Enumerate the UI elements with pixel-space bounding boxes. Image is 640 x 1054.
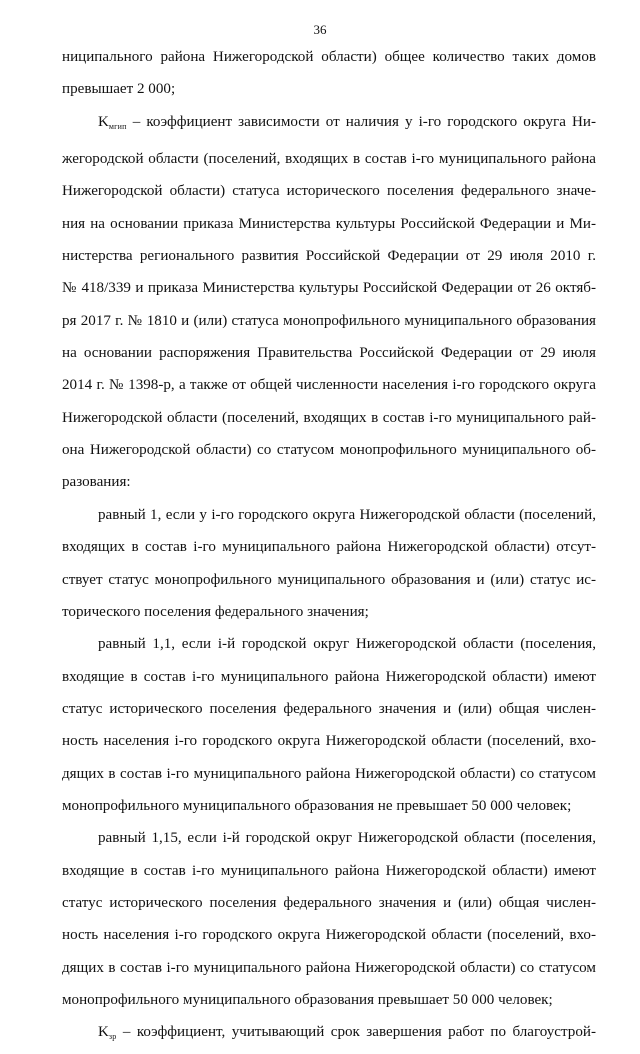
line-text: равный 1,1, если i-й городской округ Нижегородской области (поселения, (98, 636, 596, 653)
text-line (62, 661, 596, 693)
coefficient-symbol: K (98, 113, 109, 130)
text-line (62, 919, 596, 951)
text-line (62, 822, 596, 854)
text-line (62, 887, 596, 919)
line-text: ниципального района Нижегородской области) общее количество таких домов (62, 49, 596, 65)
line-text: Нижегородской области (поселений, входящих в состав i-го муниципального рай- (62, 409, 596, 426)
text-line (62, 272, 596, 304)
text-line (62, 596, 596, 628)
text-line (62, 790, 596, 822)
line-text: № 418/339 и приказа Министерства культуры Российской Федерации от 26 октяб- (62, 280, 596, 297)
text-line (62, 402, 596, 434)
text-line (62, 1016, 596, 1053)
text-line (62, 758, 596, 790)
line-text: на основании распоряжения Правительства Российской Федерации от 29 июля (62, 345, 596, 362)
coefficient-symbol: K (98, 1024, 109, 1041)
line-text: входящих в состав i-го муниципального района Нижегородской области) отсут- (62, 539, 596, 556)
text-line (62, 41, 596, 73)
line-text: ствует статус монопрофильного муниципального образования и (или) статус ис- (62, 571, 596, 588)
line-text: монопрофильного муниципального образования не превышает 50 000 человек; (62, 797, 572, 814)
line-text: превышает 2 000; (62, 81, 176, 98)
text-line (62, 175, 596, 207)
text-line (62, 73, 596, 105)
line-text: нистерства регионального развития Российской Федерации от 29 июля 2010 г. (62, 248, 596, 265)
page-number: 36 (313, 22, 327, 37)
text-line (62, 434, 596, 466)
text-line (62, 984, 596, 1016)
line-text: равный 1,15, если i-й городской округ Нижегородской области (поселения, (98, 830, 596, 847)
line-text: – коэффициент, учитывающий срок завершения работ по благоустрой- (116, 1024, 596, 1041)
line-text: она Нижегородской области) со статусом монопрофильного муниципального об- (62, 442, 596, 459)
text-line (62, 305, 596, 337)
text-line (62, 369, 596, 401)
line-text: – коэффициент зависимости от наличия у i-го городского округа Ни- (126, 113, 596, 130)
coefficient-subscript: зр (108, 1032, 117, 1042)
text-line (62, 628, 596, 660)
line-text: равный 1, если у i-го городского округа Нижегородской области (поселений, (98, 506, 596, 523)
line-text: ность населения i-го городского округа Нижегородской области (поселений, вхо- (62, 733, 596, 750)
line-text: ния на основании приказа Министерства культуры Российской Федерации и Ми- (62, 215, 596, 232)
text-line (62, 499, 596, 531)
document-body (62, 41, 596, 1054)
line-text: жегородской области (поселений, входящих в состав i-го муниципального района (62, 151, 596, 168)
text-line (62, 143, 596, 175)
text-line (62, 564, 596, 596)
coefficient-subscript: мгип (108, 121, 127, 131)
line-text: разования: (62, 474, 131, 491)
text-line (62, 106, 596, 143)
line-text: статус исторического поселения федерального значения и (или) общая числен- (62, 700, 596, 717)
line-text: 2014 г. № 1398-р, а также от общей численности населения i-го городского округа (62, 377, 596, 394)
text-line (62, 240, 596, 272)
line-text: статус исторического поселения федерального значения и (или) общая числен- (62, 894, 596, 911)
line-text: дящих в состав i-го муниципального района Нижегородской области) со статусом (62, 959, 596, 976)
text-line (62, 952, 596, 984)
text-line (62, 208, 596, 240)
line-text: входящие в состав i-го муниципального района Нижегородской области) имеют (62, 668, 596, 685)
line-text: ность населения i-го городского округа Нижегородской области (поселений, вхо- (62, 927, 596, 944)
text-line (62, 855, 596, 887)
line-text: Нижегородской области) статуса исторического поселения федерального значе- (62, 183, 596, 200)
line-text: монопрофильного муниципального образования превышает 50 000 человек; (62, 991, 553, 1008)
text-line (62, 531, 596, 563)
text-line (62, 337, 596, 369)
text-line (62, 693, 596, 725)
line-text: входящие в состав i-го муниципального района Нижегородской области) имеют (62, 862, 596, 879)
text-line (62, 725, 596, 757)
text-line (62, 466, 596, 498)
line-text: торического поселения федерального значения; (62, 603, 369, 620)
line-text: дящих в состав i-го муниципального района Нижегородской области) со статусом (62, 765, 596, 782)
line-text: ря 2017 г. № 1810 и (или) статуса монопрофильного муниципального образования (62, 312, 596, 329)
